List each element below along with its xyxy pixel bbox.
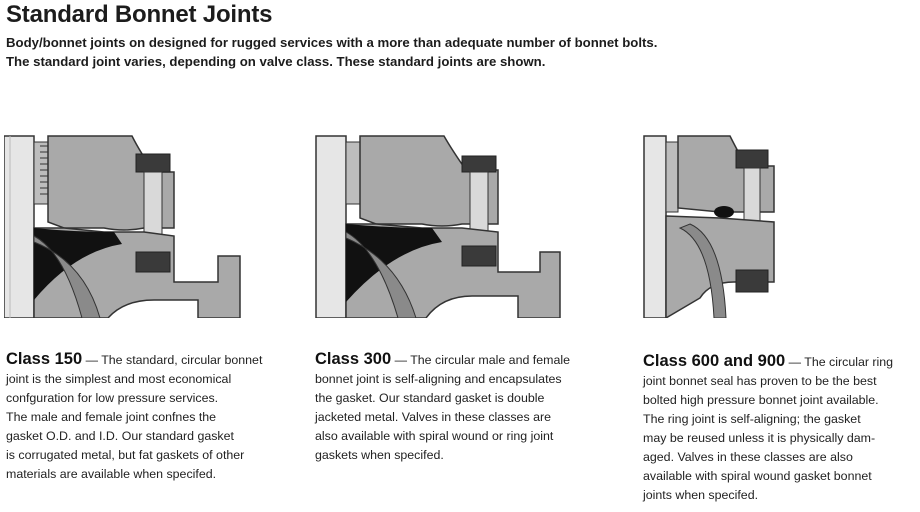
class-600-900-dash: — [788, 355, 802, 369]
class-300-line-3: the gasket. Our standard gasket is double [315, 391, 545, 405]
class-150-line-5: gasket O.D. and I.D. Our standard gasket [6, 429, 234, 443]
class-600-900-line-6: aged. Valves in these classes are also [643, 450, 853, 464]
class-600-900-line-1: The circular ring [804, 355, 894, 369]
class-150-line-2: joint is the simplest and most economical [6, 372, 232, 386]
class-150-line-1: The standard, circular bonnet [101, 353, 263, 367]
class-600-900-title: Class 600 and 900 [643, 352, 786, 370]
class-300-title: Class 300 [315, 350, 392, 368]
class-150-title: Class 150 [6, 350, 83, 368]
class-300-joint-diagram [312, 132, 582, 318]
class-600-900-line-3: bolted high pressure bonnet joint available. [643, 393, 879, 407]
class-150-line-6: is corrugated metal, but fat gaskets of other [6, 448, 245, 462]
page-title: Standard Bonnet Joints [6, 1, 273, 28]
class-600-900-caption [643, 352, 893, 505]
class-600-900-line-7: available with spiral wound gasket bonnet [643, 469, 872, 483]
class-600-900-joint-diagram [640, 132, 790, 318]
class-600-900-line-2: joint bonnet seal has proven to be the best [643, 374, 877, 388]
class-300-dash: — [394, 353, 407, 367]
intro-text [6, 33, 657, 71]
intro-line-1: Body/bonnet joints on designed for rugged services with a more than adequate number of bonnet bolts. [6, 35, 658, 50]
class-600-900-line-8: joints when specifed. [643, 488, 759, 502]
class-300-line-1: The circular male and female [410, 353, 570, 367]
class-300-line-6: gaskets when specifed. [315, 448, 444, 462]
class-600-900-line-5: may be reused unless it is physically dam- [643, 431, 876, 445]
class-300-caption [315, 350, 570, 465]
class-150-line-3: confguration for low pressure services. [6, 391, 219, 405]
class-300-line-2: bonnet joint is self-aligning and encapsulates [315, 372, 562, 386]
class-150-line-7: materials are available when specifed. [6, 467, 217, 481]
intro-line-2: The standard joint varies, depending on valve class. These standard joints are shown. [6, 54, 546, 69]
class-150-dash: — [85, 353, 98, 367]
class-150-caption [6, 350, 262, 484]
class-150-line-4: The male and female joint confnes the [6, 410, 217, 424]
class-300-line-5: also available with spiral wound or ring joint [315, 429, 554, 443]
class-300-line-4: jacketed metal. Valves in these classes are [315, 410, 551, 424]
class-150-joint-diagram [4, 132, 274, 318]
class-600-900-line-4: The ring joint is self-aligning; the gasket [643, 412, 861, 426]
